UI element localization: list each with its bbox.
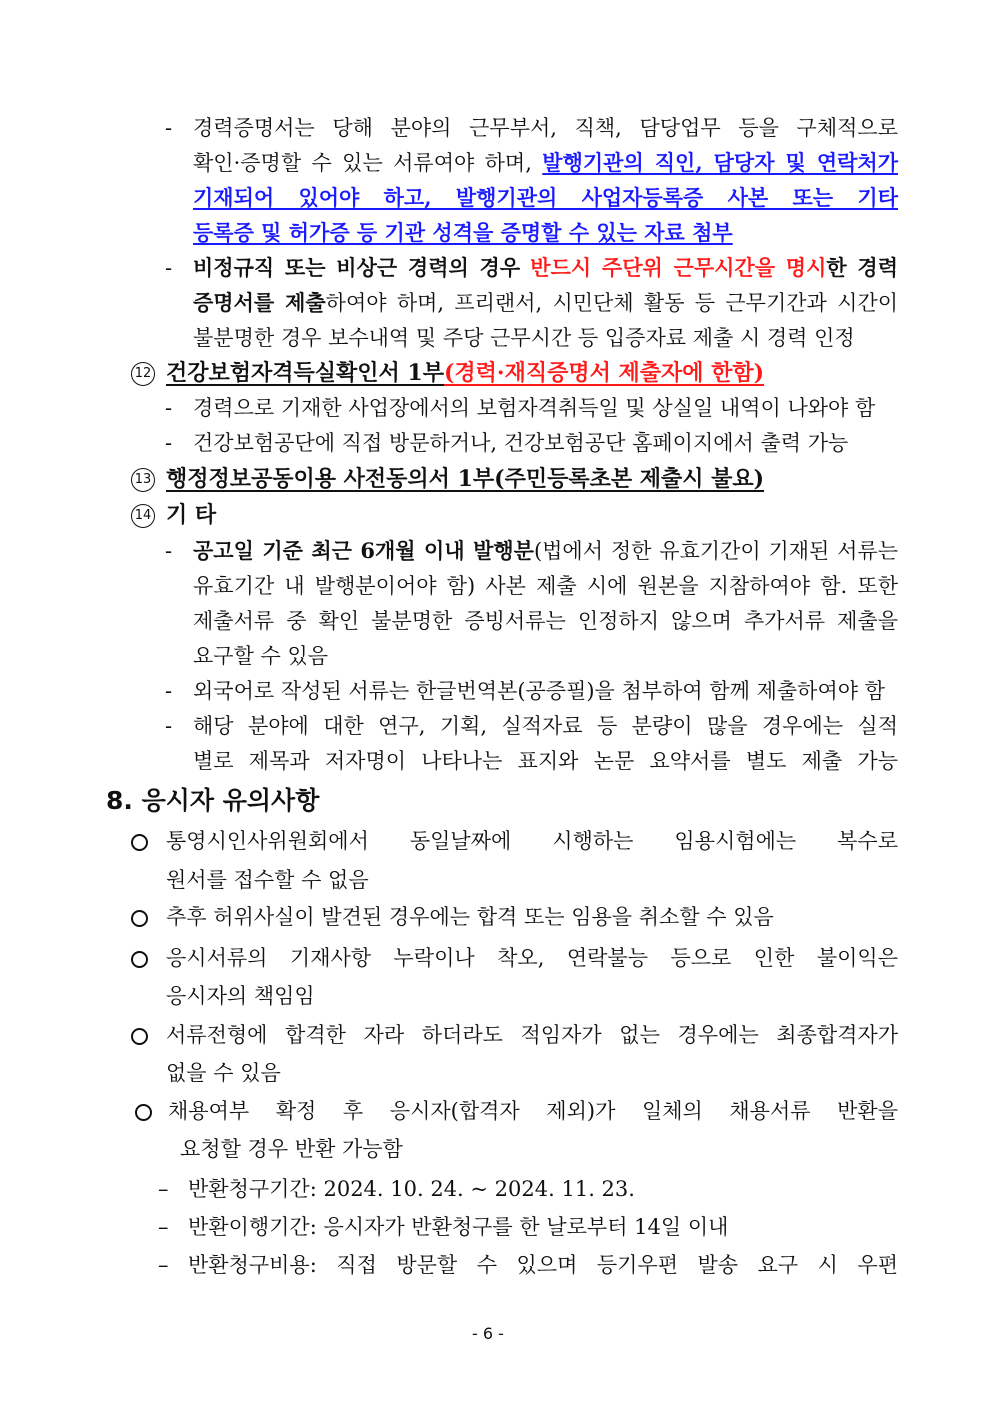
page-number: - 6 - xyxy=(472,1324,504,1343)
text-line: 응시자의 책임임 xyxy=(166,984,315,1008)
text-line: 해당 분야에 대한 연구, 기획, 실적자료 등 분량이 많을 경우에는 실적 xyxy=(193,714,898,738)
text-line: 반환이행기간: 응시자가 반환청구를 한 날로부터 14일 이내 xyxy=(188,1215,729,1239)
text-line: 요청할 경우 반환 가능함 xyxy=(180,1137,403,1161)
circle-bullet-icon xyxy=(131,1028,148,1045)
dash-bullet: – xyxy=(158,1177,169,1201)
dash-bullet: – xyxy=(158,1253,169,1277)
dash-bullet: - xyxy=(165,431,173,455)
text-line: 없을 수 있음 xyxy=(166,1061,281,1085)
dash-bullet: - xyxy=(165,116,173,140)
text-line: 확인·증명할 수 있는 서류여야 하며, 발행기관의 직인, 담당자 및 연락처가 xyxy=(193,150,898,175)
section-heading: 8. 응시자 유의사항 xyxy=(106,786,320,815)
dash-bullet: - xyxy=(165,714,173,738)
item-title: 행정정보공동이용 사전동의서 1부(주민등록초본 제출시 불요) xyxy=(166,466,765,492)
text-line: 제출서류 중 확인 불분명한 증빙서류는 인정하지 않으며 추가서류 제출을 xyxy=(193,609,898,633)
text-line: 유효기간 내 발행분이어야 함) 사본 제출 시에 원본을 지참하여야 함. 또한 xyxy=(193,574,898,598)
text-line: 통영시인사위원회에서 동일날짜에 시행하는 임용시험에는 복수로 xyxy=(166,829,898,853)
text-line: 채용여부 확정 후 응시자(합격자 제외)가 일체의 채용서류 반환을 xyxy=(168,1099,898,1123)
dash-bullet: - xyxy=(165,256,173,280)
text-line: 건강보험공단에 직접 방문하거나, 건강보험공단 홈페이지에서 출력 가능 xyxy=(193,431,849,455)
dash-bullet: - xyxy=(165,539,173,563)
dash-bullet: – xyxy=(158,1215,169,1239)
text-line: 외국어로 작성된 서류는 한글번역본(공증필)을 첨부하여 함께 제출하여야 함 xyxy=(193,679,885,703)
text-line: 추후 허위사실이 발견된 경우에는 합격 또는 임용을 취소할 수 있음 xyxy=(166,905,774,929)
circled-number-12: 12 xyxy=(131,362,155,386)
text-line: 요구할 수 있음 xyxy=(193,644,329,668)
text-line: 불분명한 경우 보수내역 및 주당 근무시간 등 입증자료 제출 시 경력 인정 xyxy=(193,326,855,350)
text-line: 반환청구비용: 직접 방문할 수 있으며 등기우편 발송 요구 시 우편 xyxy=(188,1253,898,1277)
text-line: 공고일 기준 최근 6개월 이내 발행분(법에서 정한 유효기간이 기재된 서류는 xyxy=(193,538,899,563)
circle-bullet-icon xyxy=(131,910,148,927)
text-line: 별로 제목과 저자명이 나타나는 표지와 논문 요약서를 별도 제출 가능 xyxy=(193,749,898,773)
text-line: 기재되어 있어야 하고, 발행기관의 사업자등록증 사본 또는 기타 xyxy=(193,185,898,210)
item-title: 기 타 xyxy=(166,502,217,528)
circled-number-13: 13 xyxy=(131,468,155,492)
circle-bullet-icon xyxy=(131,834,148,851)
text-line: 응시서류의 기재사항 누락이나 착오, 연락불능 등으로 인한 불이익은 xyxy=(166,946,898,970)
text-line: 원서를 접수할 수 없음 xyxy=(166,868,369,892)
circle-bullet-icon xyxy=(131,951,148,968)
text-line: 등록증 및 허가증 등 기관 성격을 증명할 수 있는 자료 첨부 xyxy=(193,220,733,245)
circled-number-14: 14 xyxy=(131,504,155,528)
text-line: 경력으로 기재한 사업장에서의 보험자격취득일 및 상실일 내역이 나와야 함 xyxy=(193,396,876,420)
text-line: 비정규직 또는 비상근 경력의 경우 반드시 주단위 근무시간을 명시한 경력 xyxy=(193,255,898,280)
text-line: 서류전형에 합격한 자라 하더라도 적임자가 없는 경우에는 최종합격자가 xyxy=(166,1023,898,1047)
text-line: 증명서를 제출하여야 하며, 프리랜서, 시민단체 활동 등 근무기간과 시간이 xyxy=(193,290,898,315)
dash-bullet: - xyxy=(165,396,173,420)
circle-bullet-icon xyxy=(135,1104,152,1121)
dash-bullet: - xyxy=(165,679,173,703)
item-title: 건강보험자격득실확인서 1부(경력·재직증명서 제출자에 한함) xyxy=(166,360,765,386)
text-line: 반환청구기간: 2024. 10. 24. ~ 2024. 11. 23. xyxy=(188,1177,635,1201)
text-line: 경력증명서는 당해 분야의 근무부서, 직책, 담당업무 등을 구체적으로 xyxy=(193,116,898,140)
